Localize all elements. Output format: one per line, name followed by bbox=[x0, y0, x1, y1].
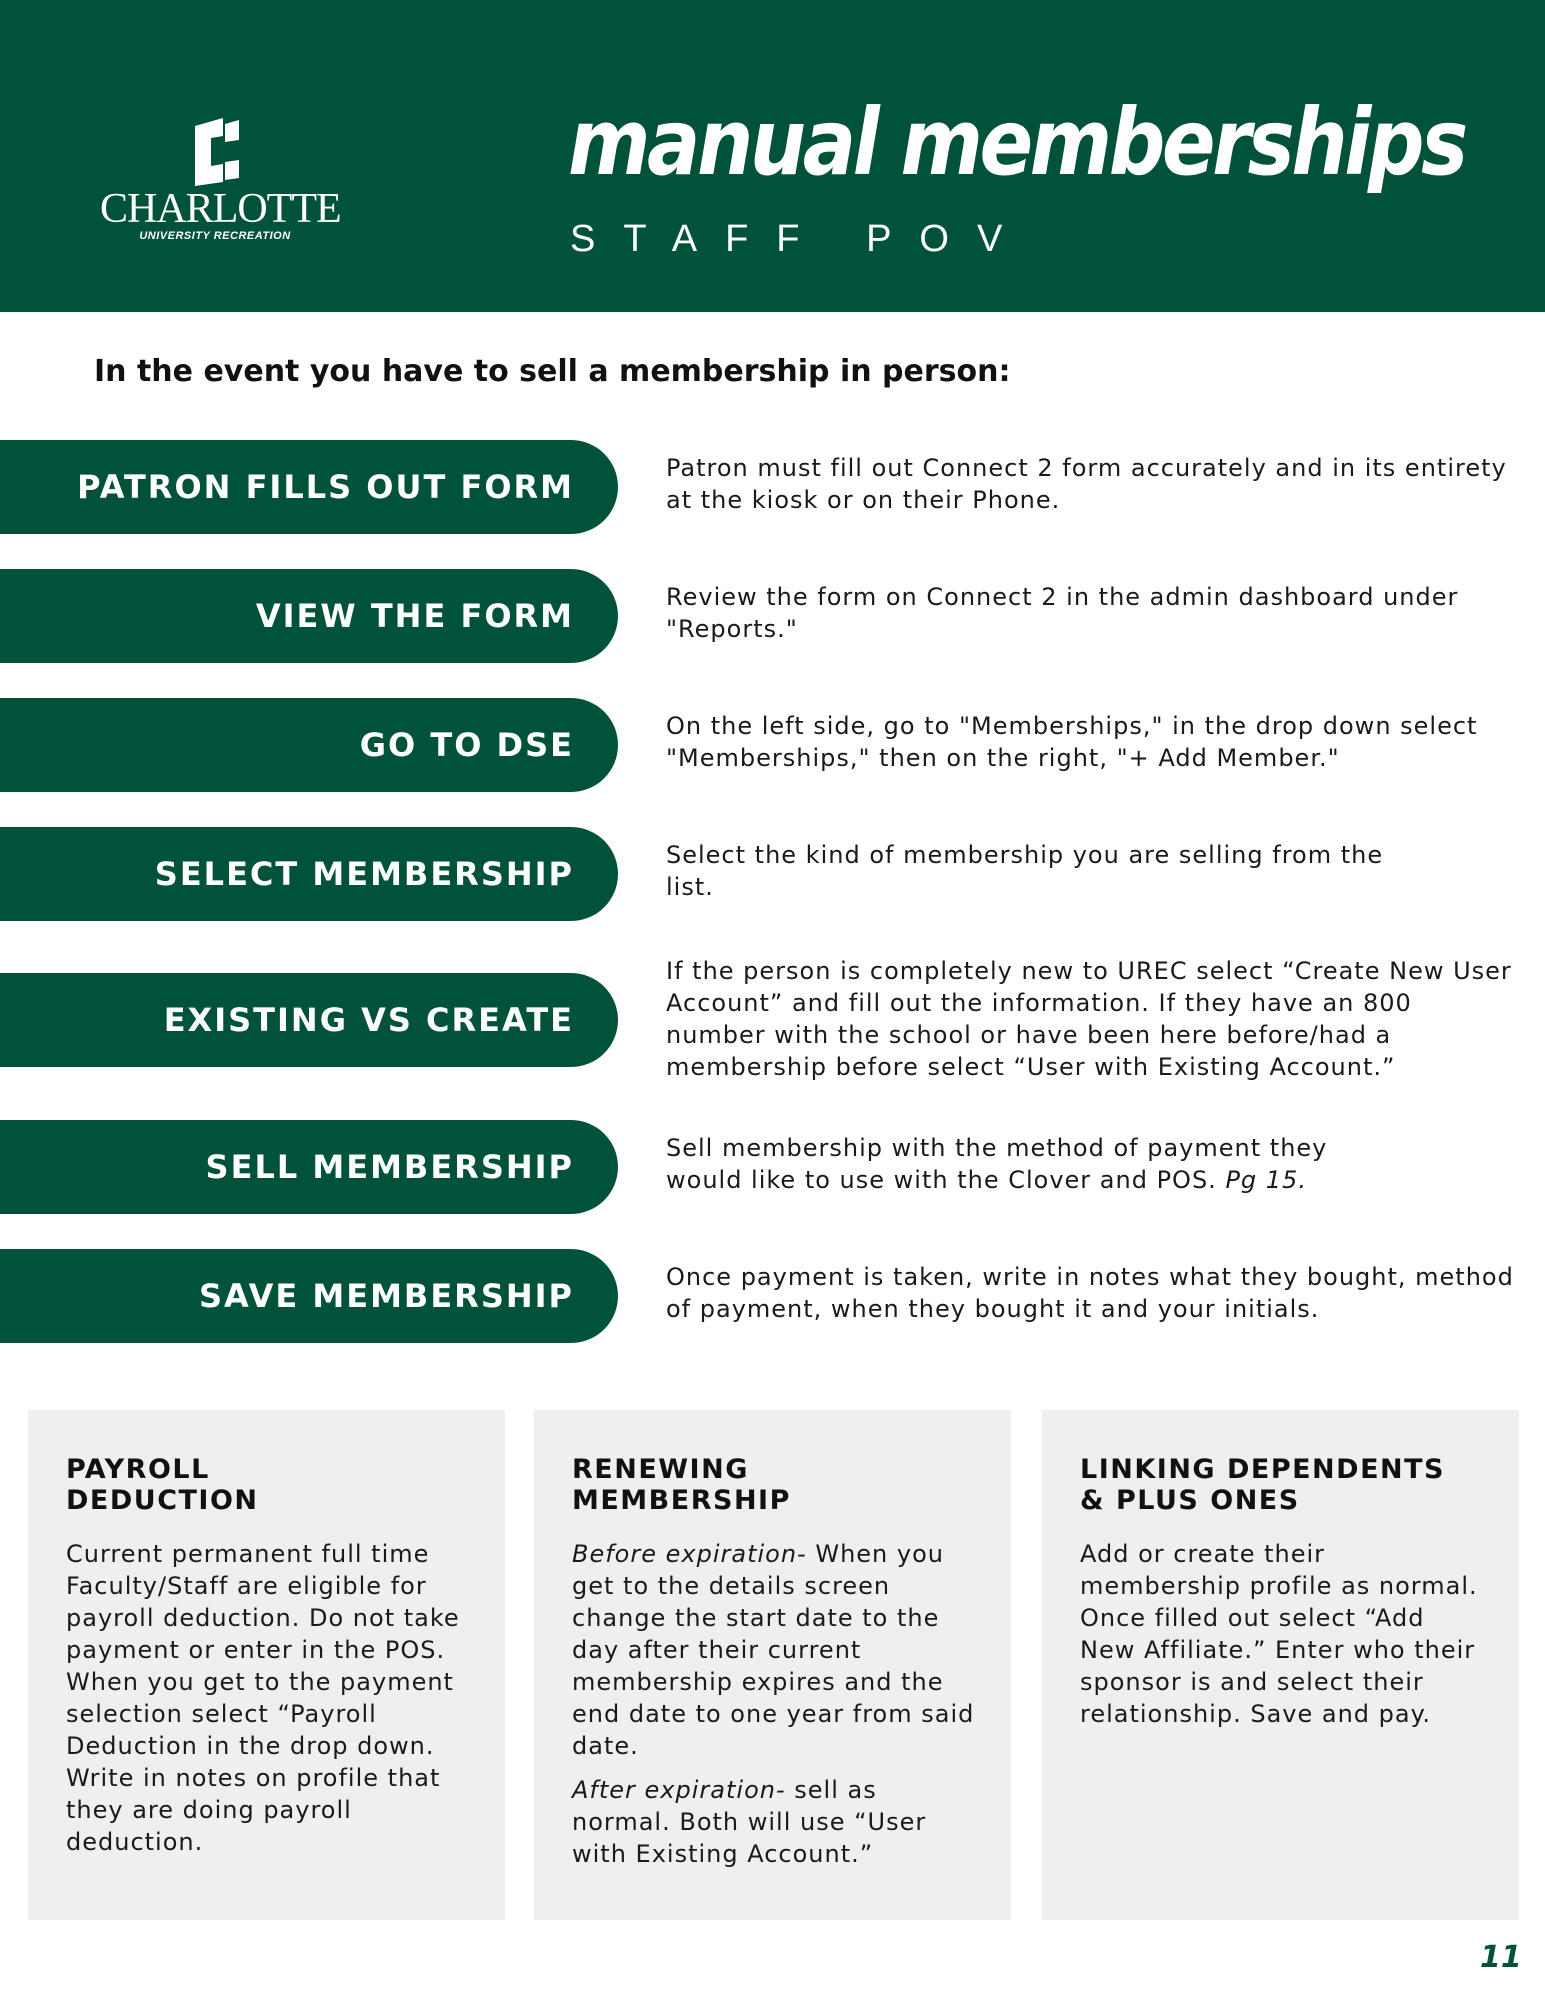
card-title-line: PAYROLL bbox=[66, 1454, 210, 1485]
card-body-before-expiration bbox=[572, 1538, 975, 1762]
step-label: SAVE MEMBERSHIP bbox=[198, 1277, 574, 1315]
c-monogram-icon bbox=[185, 118, 241, 186]
card-title-line: & PLUS ONES bbox=[1080, 1485, 1300, 1516]
card-body: Current permanent full time Faculty/Staff are eligible for payroll deduction. Do not take payment or enter in the POS. When you get to the payment selection select “Payroll Deduction in the drop down. Write in notes on profile that they are doing payroll deduction. bbox=[66, 1540, 460, 1856]
step-pill bbox=[0, 1249, 618, 1343]
step-pill bbox=[0, 1120, 618, 1214]
step-description bbox=[666, 1132, 1386, 1196]
card-renewing-membership bbox=[534, 1410, 1011, 1920]
step-label: PATRON FILLS OUT FORM bbox=[77, 468, 574, 506]
card-title bbox=[66, 1454, 469, 1516]
emphasis-after-expiration: After expiration- bbox=[572, 1776, 786, 1804]
card-body-after-expiration bbox=[572, 1774, 975, 1870]
logo-subtext: UNIVERSITY RECREATION bbox=[139, 230, 291, 242]
card-title-line: RENEWING bbox=[572, 1454, 749, 1485]
card-title-line: MEMBERSHIP bbox=[572, 1485, 791, 1516]
step-label: SELECT MEMBERSHIP bbox=[154, 855, 574, 893]
step-description: Patron must fill out Connect 2 form accurately and in its entirety at the kiosk or on their Phone. bbox=[666, 454, 1507, 514]
card-title bbox=[572, 1454, 975, 1516]
page-reference: Pg 15. bbox=[1225, 1166, 1307, 1194]
step-description: If the person is completely new to UREC select “Create New User Account” and fill out the information. If they have an 800 number with the school or have been here before/had a membership before select “User with Existing Account.” bbox=[666, 957, 1512, 1081]
step-pill bbox=[0, 973, 618, 1067]
card-linking-dependents bbox=[1042, 1410, 1519, 1920]
card-payroll-deduction bbox=[28, 1410, 505, 1920]
emphasis-before-expiration: Before expiration- bbox=[572, 1540, 807, 1568]
step-description: On the left side, go to "Memberships," in the drop down select "Memberships," then on the right, "+ Add Member." bbox=[666, 712, 1478, 772]
logo-wordmark: CHARLOTTE bbox=[100, 186, 341, 232]
card-body: Add or create their membership profile as normal. Once filled out select “Add New Affiliate.” Enter who their sponsor is and select their relationship. Save and pay. bbox=[1080, 1540, 1478, 1728]
step-text: Sell membership with the method of payment they would like to use with the Clover and POS. bbox=[666, 1134, 1328, 1194]
card-title-line: DEDUCTION bbox=[66, 1485, 259, 1516]
page-subtitle: STAFF POV bbox=[570, 218, 1031, 260]
intro-heading: In the event you have to sell a membership in person: bbox=[94, 354, 1011, 389]
page-title: manual memberships bbox=[568, 89, 1465, 196]
after-expiration-text: sell as normal. Both will use “User with Existing Account.” bbox=[572, 1776, 927, 1868]
step-pill bbox=[0, 569, 618, 663]
step-label: EXISTING VS CREATE bbox=[163, 1001, 574, 1039]
card-title-line: LINKING DEPENDENTS bbox=[1080, 1454, 1445, 1485]
card-title bbox=[1080, 1454, 1483, 1516]
step-label: SELL MEMBERSHIP bbox=[205, 1148, 574, 1186]
step-label: GO TO DSE bbox=[359, 726, 574, 764]
page-number: 11 bbox=[1480, 1940, 1522, 1975]
header-banner bbox=[0, 0, 1545, 312]
step-label: VIEW THE FORM bbox=[255, 597, 574, 635]
before-expiration-text: When you get to the details screen change the start date to the day after their current membership expires and the end date to one year from said date. bbox=[572, 1540, 975, 1760]
step-pill bbox=[0, 440, 618, 534]
step-pill bbox=[0, 827, 618, 921]
charlotte-logo bbox=[100, 118, 341, 248]
step-description: Review the form on Connect 2 in the admin dashboard under "Reports." bbox=[666, 583, 1459, 643]
step-description: Once payment is taken, write in notes what they bought, method of payment, when they bought it and your initials. bbox=[666, 1263, 1514, 1323]
step-pill bbox=[0, 698, 618, 792]
step-description: Select the kind of membership you are selling from the list. bbox=[666, 841, 1384, 901]
